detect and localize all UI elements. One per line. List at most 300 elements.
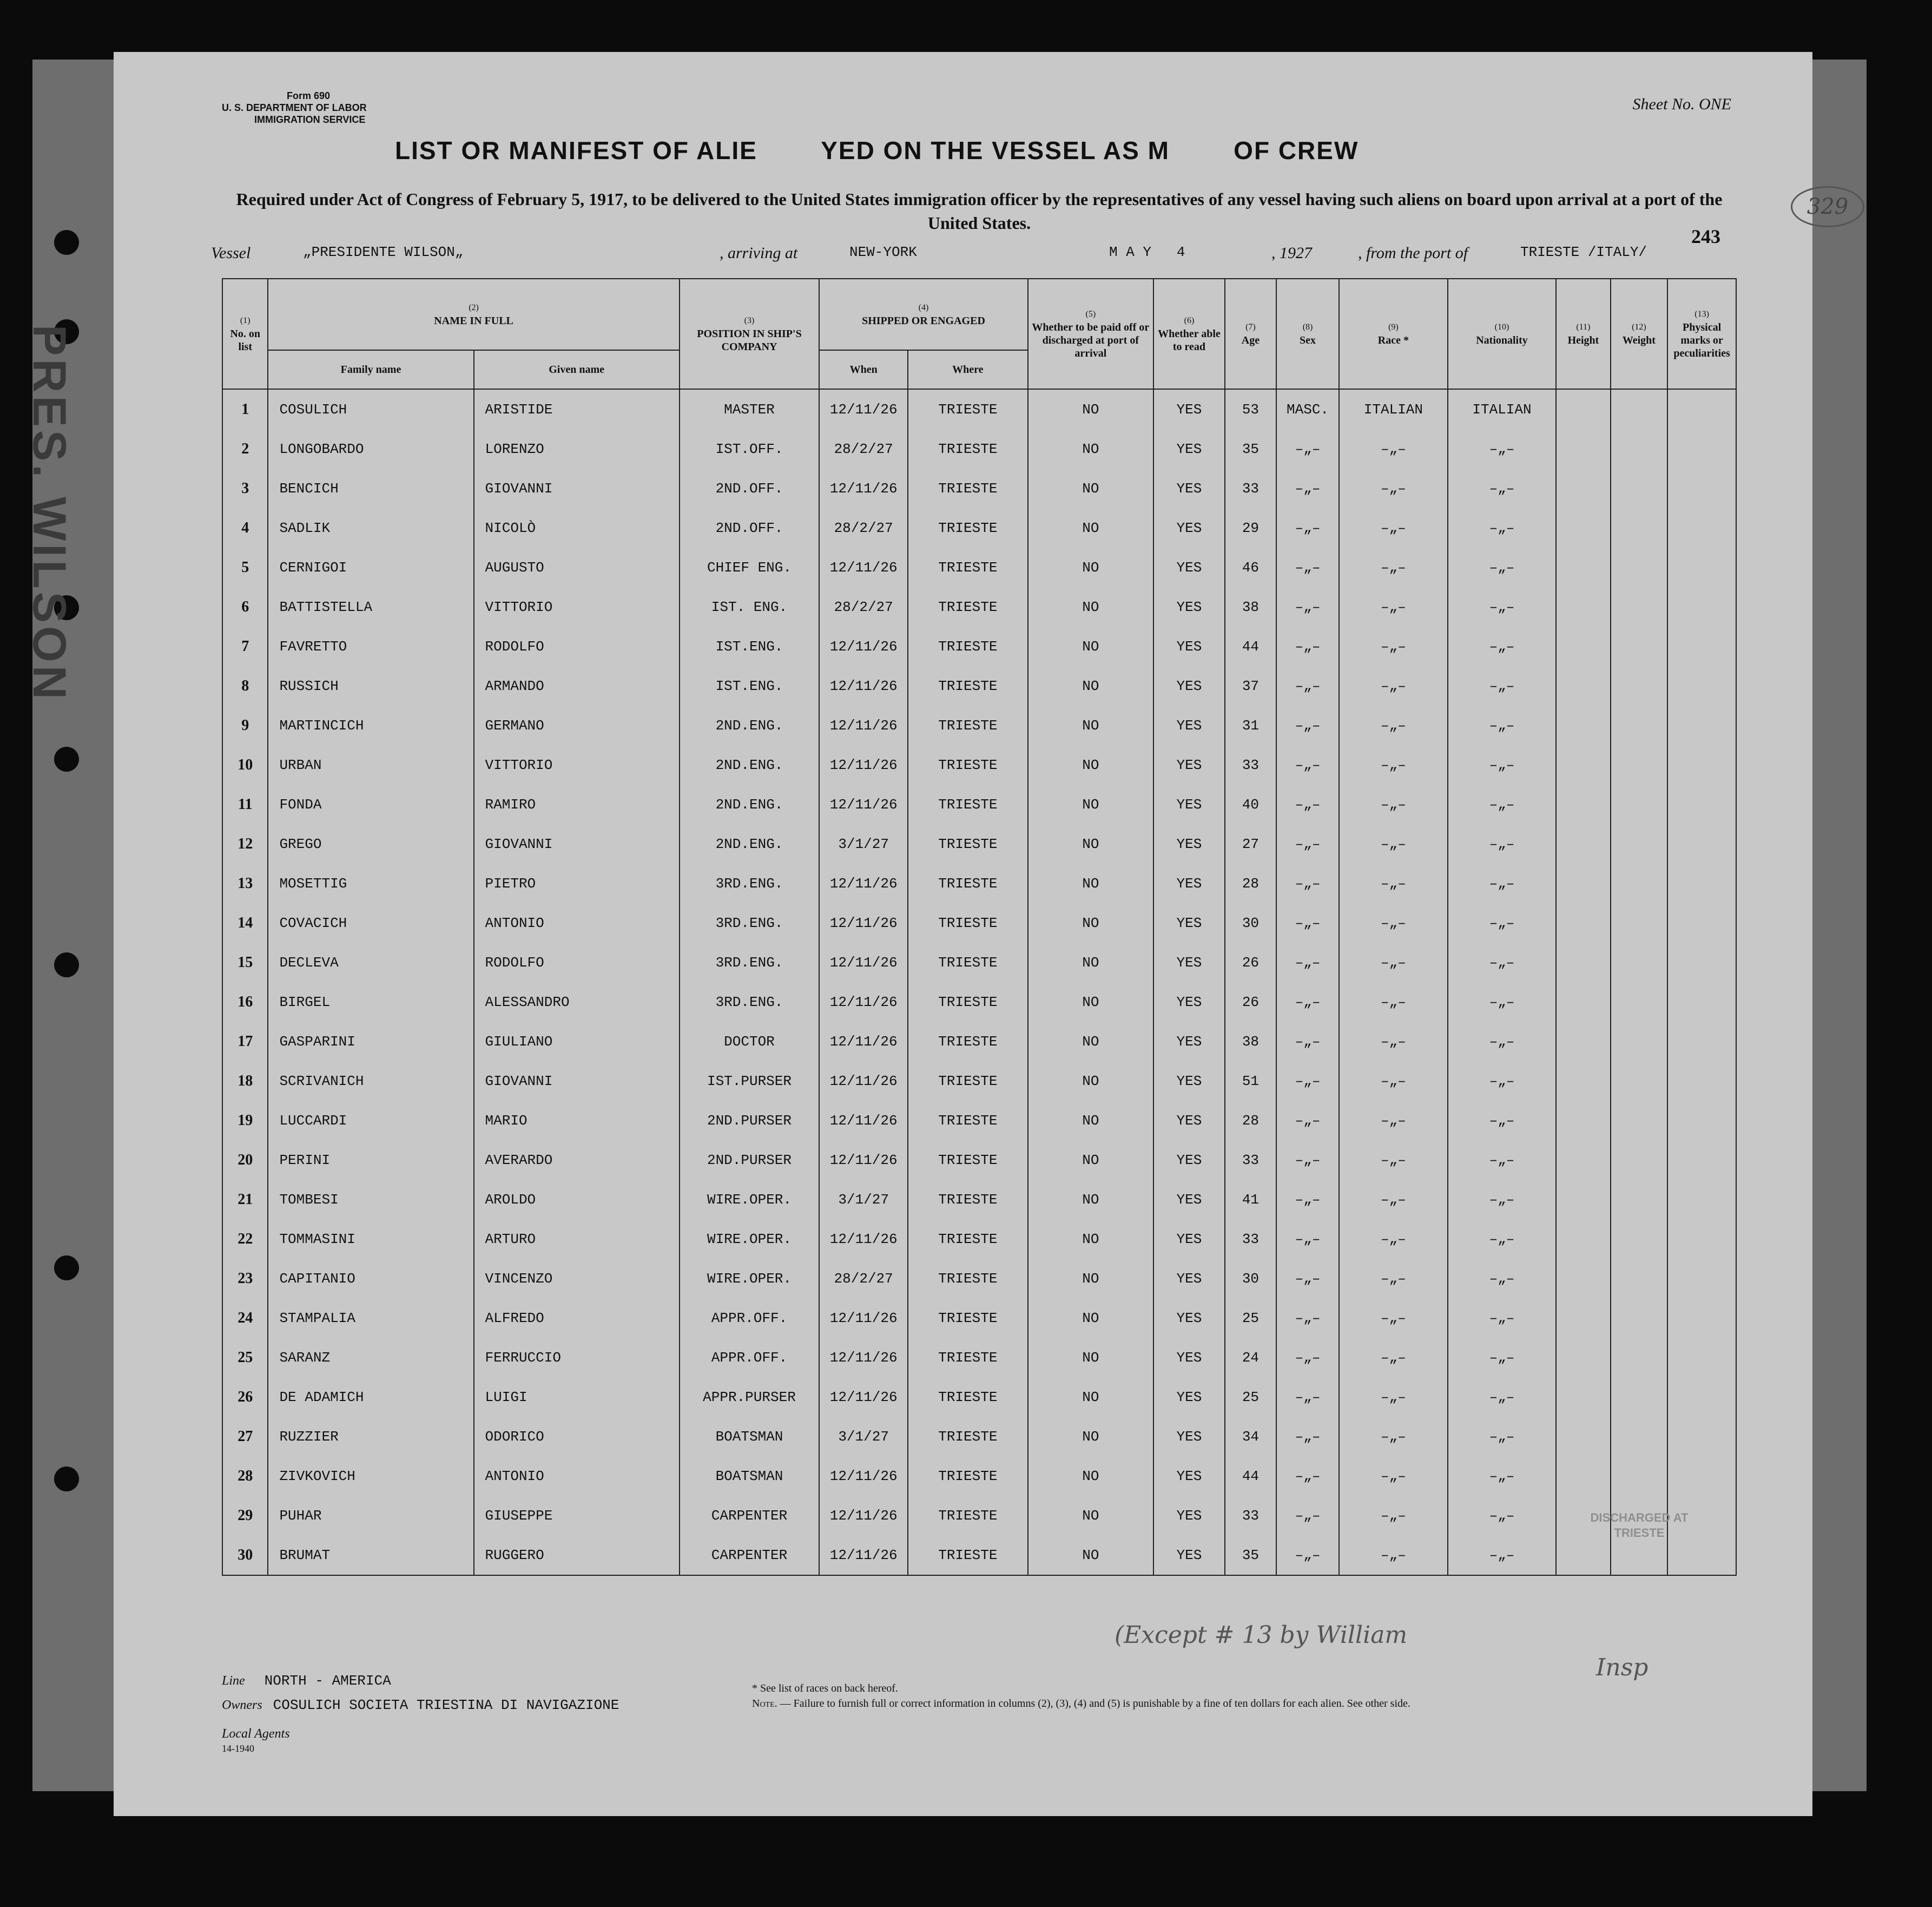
given-name-cell: RAMIRO bbox=[474, 785, 680, 824]
age-cell: 51 bbox=[1225, 1061, 1276, 1101]
paid-off-cell: NO bbox=[1028, 785, 1153, 824]
nationality-cell: –„– bbox=[1448, 1496, 1557, 1535]
position-cell: 2ND.ENG. bbox=[680, 824, 820, 864]
shipped-when-cell: 3/1/27 bbox=[819, 824, 908, 864]
race-cell: –„– bbox=[1339, 1456, 1448, 1496]
given-name-cell: LUIGI bbox=[474, 1377, 680, 1417]
sex-cell: –„– bbox=[1276, 627, 1339, 666]
sex-cell: –„– bbox=[1276, 1377, 1339, 1417]
col-name-header: (2) NAME IN FULL bbox=[268, 279, 679, 350]
table-row bbox=[222, 903, 1736, 943]
given-name-cell: RODOLFO bbox=[474, 627, 680, 666]
race-cell: –„– bbox=[1339, 864, 1448, 903]
owners-value: COSULICH SOCIETA TRIESTINA DI NAVIGAZIONE bbox=[273, 1697, 619, 1713]
shipped-where-cell: TRIESTE bbox=[908, 1535, 1028, 1575]
shipped-when-cell: 12/11/26 bbox=[819, 1496, 908, 1535]
paid-off-cell: NO bbox=[1028, 1338, 1153, 1377]
family-name-cell: COSULICH bbox=[268, 389, 473, 429]
able-to-read-cell: YES bbox=[1153, 982, 1225, 1022]
given-name-cell: RUGGERO bbox=[474, 1535, 680, 1575]
shipped-when-cell: 3/1/27 bbox=[819, 1180, 908, 1219]
family-name-cell: BRUMAT bbox=[268, 1535, 473, 1575]
sex-cell: –„– bbox=[1276, 982, 1339, 1022]
marks-cell bbox=[1667, 587, 1736, 627]
marks-cell bbox=[1667, 982, 1736, 1022]
age-cell: 30 bbox=[1225, 1259, 1276, 1298]
weight-cell bbox=[1611, 1417, 1668, 1456]
weight-cell bbox=[1611, 745, 1668, 785]
paid-off-cell: NO bbox=[1028, 1298, 1153, 1338]
nationality-cell: –„– bbox=[1448, 745, 1557, 785]
weight-cell bbox=[1611, 1219, 1668, 1259]
sex-cell: –„– bbox=[1276, 1496, 1339, 1535]
marks-cell bbox=[1667, 1140, 1736, 1180]
row-number-cell: 8 bbox=[222, 666, 268, 706]
col-marks-header: (13) Physical marks or peculiarities bbox=[1667, 279, 1736, 389]
height-cell bbox=[1556, 1535, 1610, 1575]
age-cell: 33 bbox=[1225, 1219, 1276, 1259]
nationality-cell: –„– bbox=[1448, 1140, 1557, 1180]
nationality-cell: –„– bbox=[1448, 1022, 1557, 1061]
race-cell: –„– bbox=[1339, 745, 1448, 785]
marks-cell bbox=[1667, 1101, 1736, 1140]
line-value: NORTH - AMERICA bbox=[264, 1673, 391, 1689]
row-number-cell: 23 bbox=[222, 1259, 268, 1298]
table-row bbox=[222, 1140, 1736, 1180]
height-cell bbox=[1556, 1417, 1610, 1456]
weight-cell bbox=[1611, 1535, 1668, 1575]
shipped-where-cell: TRIESTE bbox=[908, 548, 1028, 587]
sex-cell: –„– bbox=[1276, 745, 1339, 785]
sex-cell: –„– bbox=[1276, 943, 1339, 982]
shipped-when-cell: 12/11/26 bbox=[819, 1338, 908, 1377]
marks-cell bbox=[1667, 666, 1736, 706]
shipped-where-cell: TRIESTE bbox=[908, 706, 1028, 745]
height-cell bbox=[1556, 824, 1610, 864]
service: IMMIGRATION SERVICE bbox=[254, 114, 366, 125]
position-cell: 3RD.ENG. bbox=[680, 982, 820, 1022]
given-name-cell: ANTONIO bbox=[474, 903, 680, 943]
able-to-read-cell: YES bbox=[1153, 1456, 1225, 1496]
shipped-where-cell: TRIESTE bbox=[908, 1180, 1028, 1219]
sex-cell: –„– bbox=[1276, 864, 1339, 903]
age-cell: 27 bbox=[1225, 824, 1276, 864]
age-cell: 53 bbox=[1225, 389, 1276, 429]
family-name-cell: GREGO bbox=[268, 824, 473, 864]
col-height-header: (11) Height bbox=[1556, 279, 1610, 389]
position-cell: 3RD.ENG. bbox=[680, 864, 820, 903]
race-cell: –„– bbox=[1339, 982, 1448, 1022]
position-cell: CHIEF ENG. bbox=[680, 548, 820, 587]
table-row bbox=[222, 706, 1736, 745]
able-to-read-cell: YES bbox=[1153, 587, 1225, 627]
shipped-where-cell: TRIESTE bbox=[908, 1259, 1028, 1298]
form-header bbox=[222, 90, 367, 126]
height-cell bbox=[1556, 903, 1610, 943]
shipped-when-cell: 28/2/27 bbox=[819, 429, 908, 469]
sex-cell: –„– bbox=[1276, 1022, 1339, 1061]
table-row bbox=[222, 1456, 1736, 1496]
row-number-cell: 10 bbox=[222, 745, 268, 785]
height-cell bbox=[1556, 982, 1610, 1022]
sex-cell: –„– bbox=[1276, 824, 1339, 864]
table-row bbox=[222, 864, 1736, 903]
page-number: 243 bbox=[1691, 226, 1720, 247]
nationality-cell: –„– bbox=[1448, 1535, 1557, 1575]
family-name-cell: RUZZIER bbox=[268, 1417, 473, 1456]
marks-cell bbox=[1667, 508, 1736, 548]
col-read-header: (6) Whether able to read bbox=[1153, 279, 1225, 389]
position-cell: WIRE.OPER. bbox=[680, 1180, 820, 1219]
height-cell bbox=[1556, 745, 1610, 785]
table-row bbox=[222, 1061, 1736, 1101]
shipped-where-cell: TRIESTE bbox=[908, 469, 1028, 508]
position-cell: 3RD.ENG. bbox=[680, 903, 820, 943]
sex-cell: –„– bbox=[1276, 1140, 1339, 1180]
height-cell bbox=[1556, 943, 1610, 982]
age-cell: 33 bbox=[1225, 1496, 1276, 1535]
race-cell: –„– bbox=[1339, 1219, 1448, 1259]
given-name-cell: RODOLFO bbox=[474, 943, 680, 982]
age-cell: 37 bbox=[1225, 666, 1276, 706]
race-cell: –„– bbox=[1339, 1022, 1448, 1061]
race-cell: –„– bbox=[1339, 1298, 1448, 1338]
departure-port: TRIESTE /ITALY/ bbox=[1520, 244, 1647, 260]
family-name-cell: CERNIGOI bbox=[268, 548, 473, 587]
weight-cell bbox=[1611, 548, 1668, 587]
paid-off-cell: NO bbox=[1028, 1140, 1153, 1180]
paid-off-cell: NO bbox=[1028, 1180, 1153, 1219]
col-when-header: When bbox=[819, 350, 908, 389]
height-cell bbox=[1556, 1180, 1610, 1219]
height-cell bbox=[1556, 1456, 1610, 1496]
family-name-cell: SARANZ bbox=[268, 1338, 473, 1377]
weight-cell bbox=[1611, 1456, 1668, 1496]
nationality-cell: –„– bbox=[1448, 1219, 1557, 1259]
weight-cell bbox=[1611, 982, 1668, 1022]
position-cell: BOATSMAN bbox=[680, 1417, 820, 1456]
family-name-cell: BIRGEL bbox=[268, 982, 473, 1022]
given-name-cell: GIOVANNI bbox=[474, 824, 680, 864]
sex-cell: –„– bbox=[1276, 1298, 1339, 1338]
race-cell: –„– bbox=[1339, 1140, 1448, 1180]
row-number-cell: 3 bbox=[222, 469, 268, 508]
age-cell: 26 bbox=[1225, 943, 1276, 982]
height-cell bbox=[1556, 1259, 1610, 1298]
height-cell bbox=[1556, 864, 1610, 903]
height-cell bbox=[1556, 1140, 1610, 1180]
binder-hole bbox=[54, 1255, 79, 1280]
row-number-cell: 27 bbox=[222, 1417, 268, 1456]
race-cell: –„– bbox=[1339, 627, 1448, 666]
height-cell bbox=[1556, 429, 1610, 469]
shipped-when-cell: 12/11/26 bbox=[819, 1101, 908, 1140]
shipped-where-cell: TRIESTE bbox=[908, 785, 1028, 824]
marks-cell bbox=[1667, 429, 1736, 469]
given-name-cell: VINCENZO bbox=[474, 1259, 680, 1298]
weight-cell bbox=[1611, 903, 1668, 943]
able-to-read-cell: YES bbox=[1153, 1219, 1225, 1259]
weight-cell bbox=[1611, 785, 1668, 824]
race-cell: –„– bbox=[1339, 1417, 1448, 1456]
shipped-where-cell: TRIESTE bbox=[908, 824, 1028, 864]
paid-off-cell: NO bbox=[1028, 1496, 1153, 1535]
shipped-where-cell: TRIESTE bbox=[908, 508, 1028, 548]
col-weight-header: (12) Weight bbox=[1611, 279, 1668, 389]
sex-cell: –„– bbox=[1276, 1535, 1339, 1575]
family-name-cell: SADLIK bbox=[268, 508, 473, 548]
table-row bbox=[222, 1180, 1736, 1219]
col-age-header: (7) Age bbox=[1225, 279, 1276, 389]
footnotes bbox=[752, 1681, 1410, 1711]
nationality-cell: –„– bbox=[1448, 1298, 1557, 1338]
paid-off-cell: NO bbox=[1028, 1377, 1153, 1417]
marks-cell bbox=[1667, 1417, 1736, 1456]
paid-off-cell: NO bbox=[1028, 1061, 1153, 1101]
family-name-cell: BENCICH bbox=[268, 469, 473, 508]
position-cell: IST. ENG. bbox=[680, 587, 820, 627]
paid-off-cell: NO bbox=[1028, 745, 1153, 785]
table-row bbox=[222, 508, 1736, 548]
marks-cell bbox=[1667, 389, 1736, 429]
shipped-where-cell: TRIESTE bbox=[908, 745, 1028, 785]
sex-cell: –„– bbox=[1276, 706, 1339, 745]
table-row bbox=[222, 745, 1736, 785]
table-row bbox=[222, 1535, 1736, 1575]
marks-cell bbox=[1667, 785, 1736, 824]
shipped-where-cell: TRIESTE bbox=[908, 864, 1028, 903]
weight-cell bbox=[1611, 1259, 1668, 1298]
col-no-header: (1) No. on list bbox=[222, 279, 268, 389]
row-number-cell: 26 bbox=[222, 1377, 268, 1417]
page-title: LIST OR MANIFEST OF ALIE YED ON THE VESSEL AS M OF CREW bbox=[395, 136, 1359, 165]
row-number-cell: 7 bbox=[222, 627, 268, 666]
row-number-cell: 18 bbox=[222, 1061, 268, 1101]
shipped-where-cell: TRIESTE bbox=[908, 1298, 1028, 1338]
able-to-read-cell: YES bbox=[1153, 864, 1225, 903]
marks-cell bbox=[1667, 1456, 1736, 1496]
weight-cell bbox=[1611, 824, 1668, 864]
age-cell: 30 bbox=[1225, 903, 1276, 943]
table-row bbox=[222, 785, 1736, 824]
table-row bbox=[222, 429, 1736, 469]
table-row bbox=[222, 1417, 1736, 1456]
weight-cell bbox=[1611, 1140, 1668, 1180]
able-to-read-cell: YES bbox=[1153, 785, 1225, 824]
shipped-where-cell: TRIESTE bbox=[908, 1061, 1028, 1101]
position-cell: IST.ENG. bbox=[680, 627, 820, 666]
shipped-when-cell: 12/11/26 bbox=[819, 627, 908, 666]
row-number-cell: 29 bbox=[222, 1496, 268, 1535]
given-name-cell: GIULIANO bbox=[474, 1022, 680, 1061]
paid-off-cell: NO bbox=[1028, 1022, 1153, 1061]
row-number-cell: 12 bbox=[222, 824, 268, 864]
able-to-read-cell: YES bbox=[1153, 1338, 1225, 1377]
shipped-when-cell: 12/11/26 bbox=[819, 1535, 908, 1575]
shipped-where-cell: TRIESTE bbox=[908, 943, 1028, 982]
age-cell: 26 bbox=[1225, 982, 1276, 1022]
height-cell bbox=[1556, 1061, 1610, 1101]
family-name-cell: SCRIVANICH bbox=[268, 1061, 473, 1101]
age-cell: 38 bbox=[1225, 587, 1276, 627]
crew-rows bbox=[222, 389, 1736, 1575]
sex-cell: –„– bbox=[1276, 508, 1339, 548]
able-to-read-cell: YES bbox=[1153, 903, 1225, 943]
height-cell bbox=[1556, 1377, 1610, 1417]
nationality-cell: –„– bbox=[1448, 508, 1557, 548]
table-row bbox=[222, 1298, 1736, 1338]
row-number-cell: 14 bbox=[222, 903, 268, 943]
paid-off-cell: NO bbox=[1028, 508, 1153, 548]
row-number-cell: 30 bbox=[222, 1535, 268, 1575]
family-name-cell: PUHAR bbox=[268, 1496, 473, 1535]
able-to-read-cell: YES bbox=[1153, 1377, 1225, 1417]
able-to-read-cell: YES bbox=[1153, 1417, 1225, 1456]
race-cell: –„– bbox=[1339, 429, 1448, 469]
sex-cell: –„– bbox=[1276, 587, 1339, 627]
table-row bbox=[222, 587, 1736, 627]
able-to-read-cell: YES bbox=[1153, 1140, 1225, 1180]
given-name-cell: ARMANDO bbox=[474, 666, 680, 706]
given-name-cell: ANTONIO bbox=[474, 1456, 680, 1496]
shipped-when-cell: 12/11/26 bbox=[819, 943, 908, 982]
height-cell bbox=[1556, 785, 1610, 824]
row-number-cell: 16 bbox=[222, 982, 268, 1022]
row-number-cell: 11 bbox=[222, 785, 268, 824]
col-family-header: Family name bbox=[268, 350, 473, 389]
position-cell: APPR.PURSER bbox=[680, 1377, 820, 1417]
requirement-text: Required under Act of Congress of February 5, 1917, to be delivered to the United States immigration officer by the representatives of any vessel having such aliens on board upon arrival at a port of the United States. bbox=[236, 189, 1723, 233]
position-cell: IST.PURSER bbox=[680, 1061, 820, 1101]
age-cell: 35 bbox=[1225, 1535, 1276, 1575]
position-cell: WIRE.OPER. bbox=[680, 1219, 820, 1259]
nationality-cell: –„– bbox=[1448, 429, 1557, 469]
table-row bbox=[222, 666, 1736, 706]
age-cell: 40 bbox=[1225, 785, 1276, 824]
table-row bbox=[222, 1219, 1736, 1259]
able-to-read-cell: YES bbox=[1153, 627, 1225, 666]
race-cell: –„– bbox=[1339, 1101, 1448, 1140]
family-name-cell: FONDA bbox=[268, 785, 473, 824]
col-given-header: Given name bbox=[474, 350, 680, 389]
row-number-cell: 6 bbox=[222, 587, 268, 627]
nationality-cell: –„– bbox=[1448, 469, 1557, 508]
shipped-where-cell: TRIESTE bbox=[908, 1496, 1028, 1535]
marks-cell bbox=[1667, 706, 1736, 745]
age-cell: 25 bbox=[1225, 1377, 1276, 1417]
shipped-where-cell: TRIESTE bbox=[908, 1101, 1028, 1140]
sex-cell: –„– bbox=[1276, 1061, 1339, 1101]
shipped-where-cell: TRIESTE bbox=[908, 1338, 1028, 1377]
marks-cell bbox=[1667, 1061, 1736, 1101]
binder-hole bbox=[54, 747, 79, 772]
race-cell: –„– bbox=[1339, 548, 1448, 587]
line-label: Line bbox=[222, 1674, 245, 1688]
marks-cell bbox=[1667, 1219, 1736, 1259]
races-note: * See list of races on back hereof. bbox=[752, 1682, 898, 1694]
position-cell: IST.OFF. bbox=[680, 429, 820, 469]
age-cell: 29 bbox=[1225, 508, 1276, 548]
sex-cell: –„– bbox=[1276, 1259, 1339, 1298]
height-cell bbox=[1556, 1298, 1610, 1338]
shipped-where-cell: TRIESTE bbox=[908, 429, 1028, 469]
nationality-cell: –„– bbox=[1448, 1259, 1557, 1298]
family-name-cell: BATTISTELLA bbox=[268, 587, 473, 627]
table-row bbox=[222, 1259, 1736, 1298]
weight-cell bbox=[1611, 508, 1668, 548]
binder-hole bbox=[54, 952, 79, 977]
sex-cell: –„– bbox=[1276, 429, 1339, 469]
paid-off-cell: NO bbox=[1028, 943, 1153, 982]
able-to-read-cell: YES bbox=[1153, 706, 1225, 745]
height-cell bbox=[1556, 587, 1610, 627]
race-cell: –„– bbox=[1339, 1535, 1448, 1575]
given-name-cell: MARIO bbox=[474, 1101, 680, 1140]
owners-label: Owners bbox=[222, 1698, 262, 1712]
row-number-cell: 9 bbox=[222, 706, 268, 745]
given-name-cell: AVERARDO bbox=[474, 1140, 680, 1180]
given-name-cell: NICOLÒ bbox=[474, 508, 680, 548]
position-cell: IST.ENG. bbox=[680, 666, 820, 706]
position-cell: 2ND.PURSER bbox=[680, 1101, 820, 1140]
race-cell: –„– bbox=[1339, 508, 1448, 548]
shipped-where-cell: TRIESTE bbox=[908, 1219, 1028, 1259]
race-cell: –„– bbox=[1339, 943, 1448, 982]
marks-cell bbox=[1667, 864, 1736, 903]
given-name-cell: GERMANO bbox=[474, 706, 680, 745]
family-name-cell: MOSETTIG bbox=[268, 864, 473, 903]
paid-off-cell: NO bbox=[1028, 666, 1153, 706]
family-name-cell: ZIVKOVICH bbox=[268, 1456, 473, 1496]
age-cell: 44 bbox=[1225, 627, 1276, 666]
paid-off-cell: NO bbox=[1028, 903, 1153, 943]
col-race-header: (9) Race * bbox=[1339, 279, 1448, 389]
able-to-read-cell: YES bbox=[1153, 1180, 1225, 1219]
nationality-cell: –„– bbox=[1448, 666, 1557, 706]
table-row bbox=[222, 982, 1736, 1022]
nationality-cell: –„– bbox=[1448, 587, 1557, 627]
marks-cell bbox=[1667, 1535, 1736, 1575]
vessel-label: Vessel bbox=[211, 244, 251, 262]
age-cell: 41 bbox=[1225, 1180, 1276, 1219]
nationality-cell: –„– bbox=[1448, 785, 1557, 824]
shipped-where-cell: TRIESTE bbox=[908, 627, 1028, 666]
able-to-read-cell: YES bbox=[1153, 1061, 1225, 1101]
discharged-stamp: DISCHARGED AT TRIESTE bbox=[1590, 1511, 1689, 1540]
shipped-when-cell: 12/11/26 bbox=[819, 1377, 908, 1417]
nationality-cell: –„– bbox=[1448, 982, 1557, 1022]
marks-cell bbox=[1667, 903, 1736, 943]
race-cell: –„– bbox=[1339, 1259, 1448, 1298]
shipped-when-cell: 12/11/26 bbox=[819, 982, 908, 1022]
paid-off-cell: NO bbox=[1028, 548, 1153, 587]
shipped-when-cell: 12/11/26 bbox=[819, 548, 908, 587]
position-cell: MASTER bbox=[680, 389, 820, 429]
nationality-cell: –„– bbox=[1448, 1417, 1557, 1456]
shipped-when-cell: 28/2/27 bbox=[819, 1259, 908, 1298]
given-name-cell: ODORICO bbox=[474, 1417, 680, 1456]
nationality-cell: –„– bbox=[1448, 864, 1557, 903]
marks-cell bbox=[1667, 469, 1736, 508]
age-cell: 34 bbox=[1225, 1417, 1276, 1456]
height-cell bbox=[1556, 666, 1610, 706]
nationality-cell: –„– bbox=[1448, 1180, 1557, 1219]
race-cell: –„– bbox=[1339, 1338, 1448, 1377]
paid-off-cell: NO bbox=[1028, 982, 1153, 1022]
arrival-year: , 1927 bbox=[1271, 244, 1312, 262]
table-row bbox=[222, 1377, 1736, 1417]
able-to-read-cell: YES bbox=[1153, 1298, 1225, 1338]
